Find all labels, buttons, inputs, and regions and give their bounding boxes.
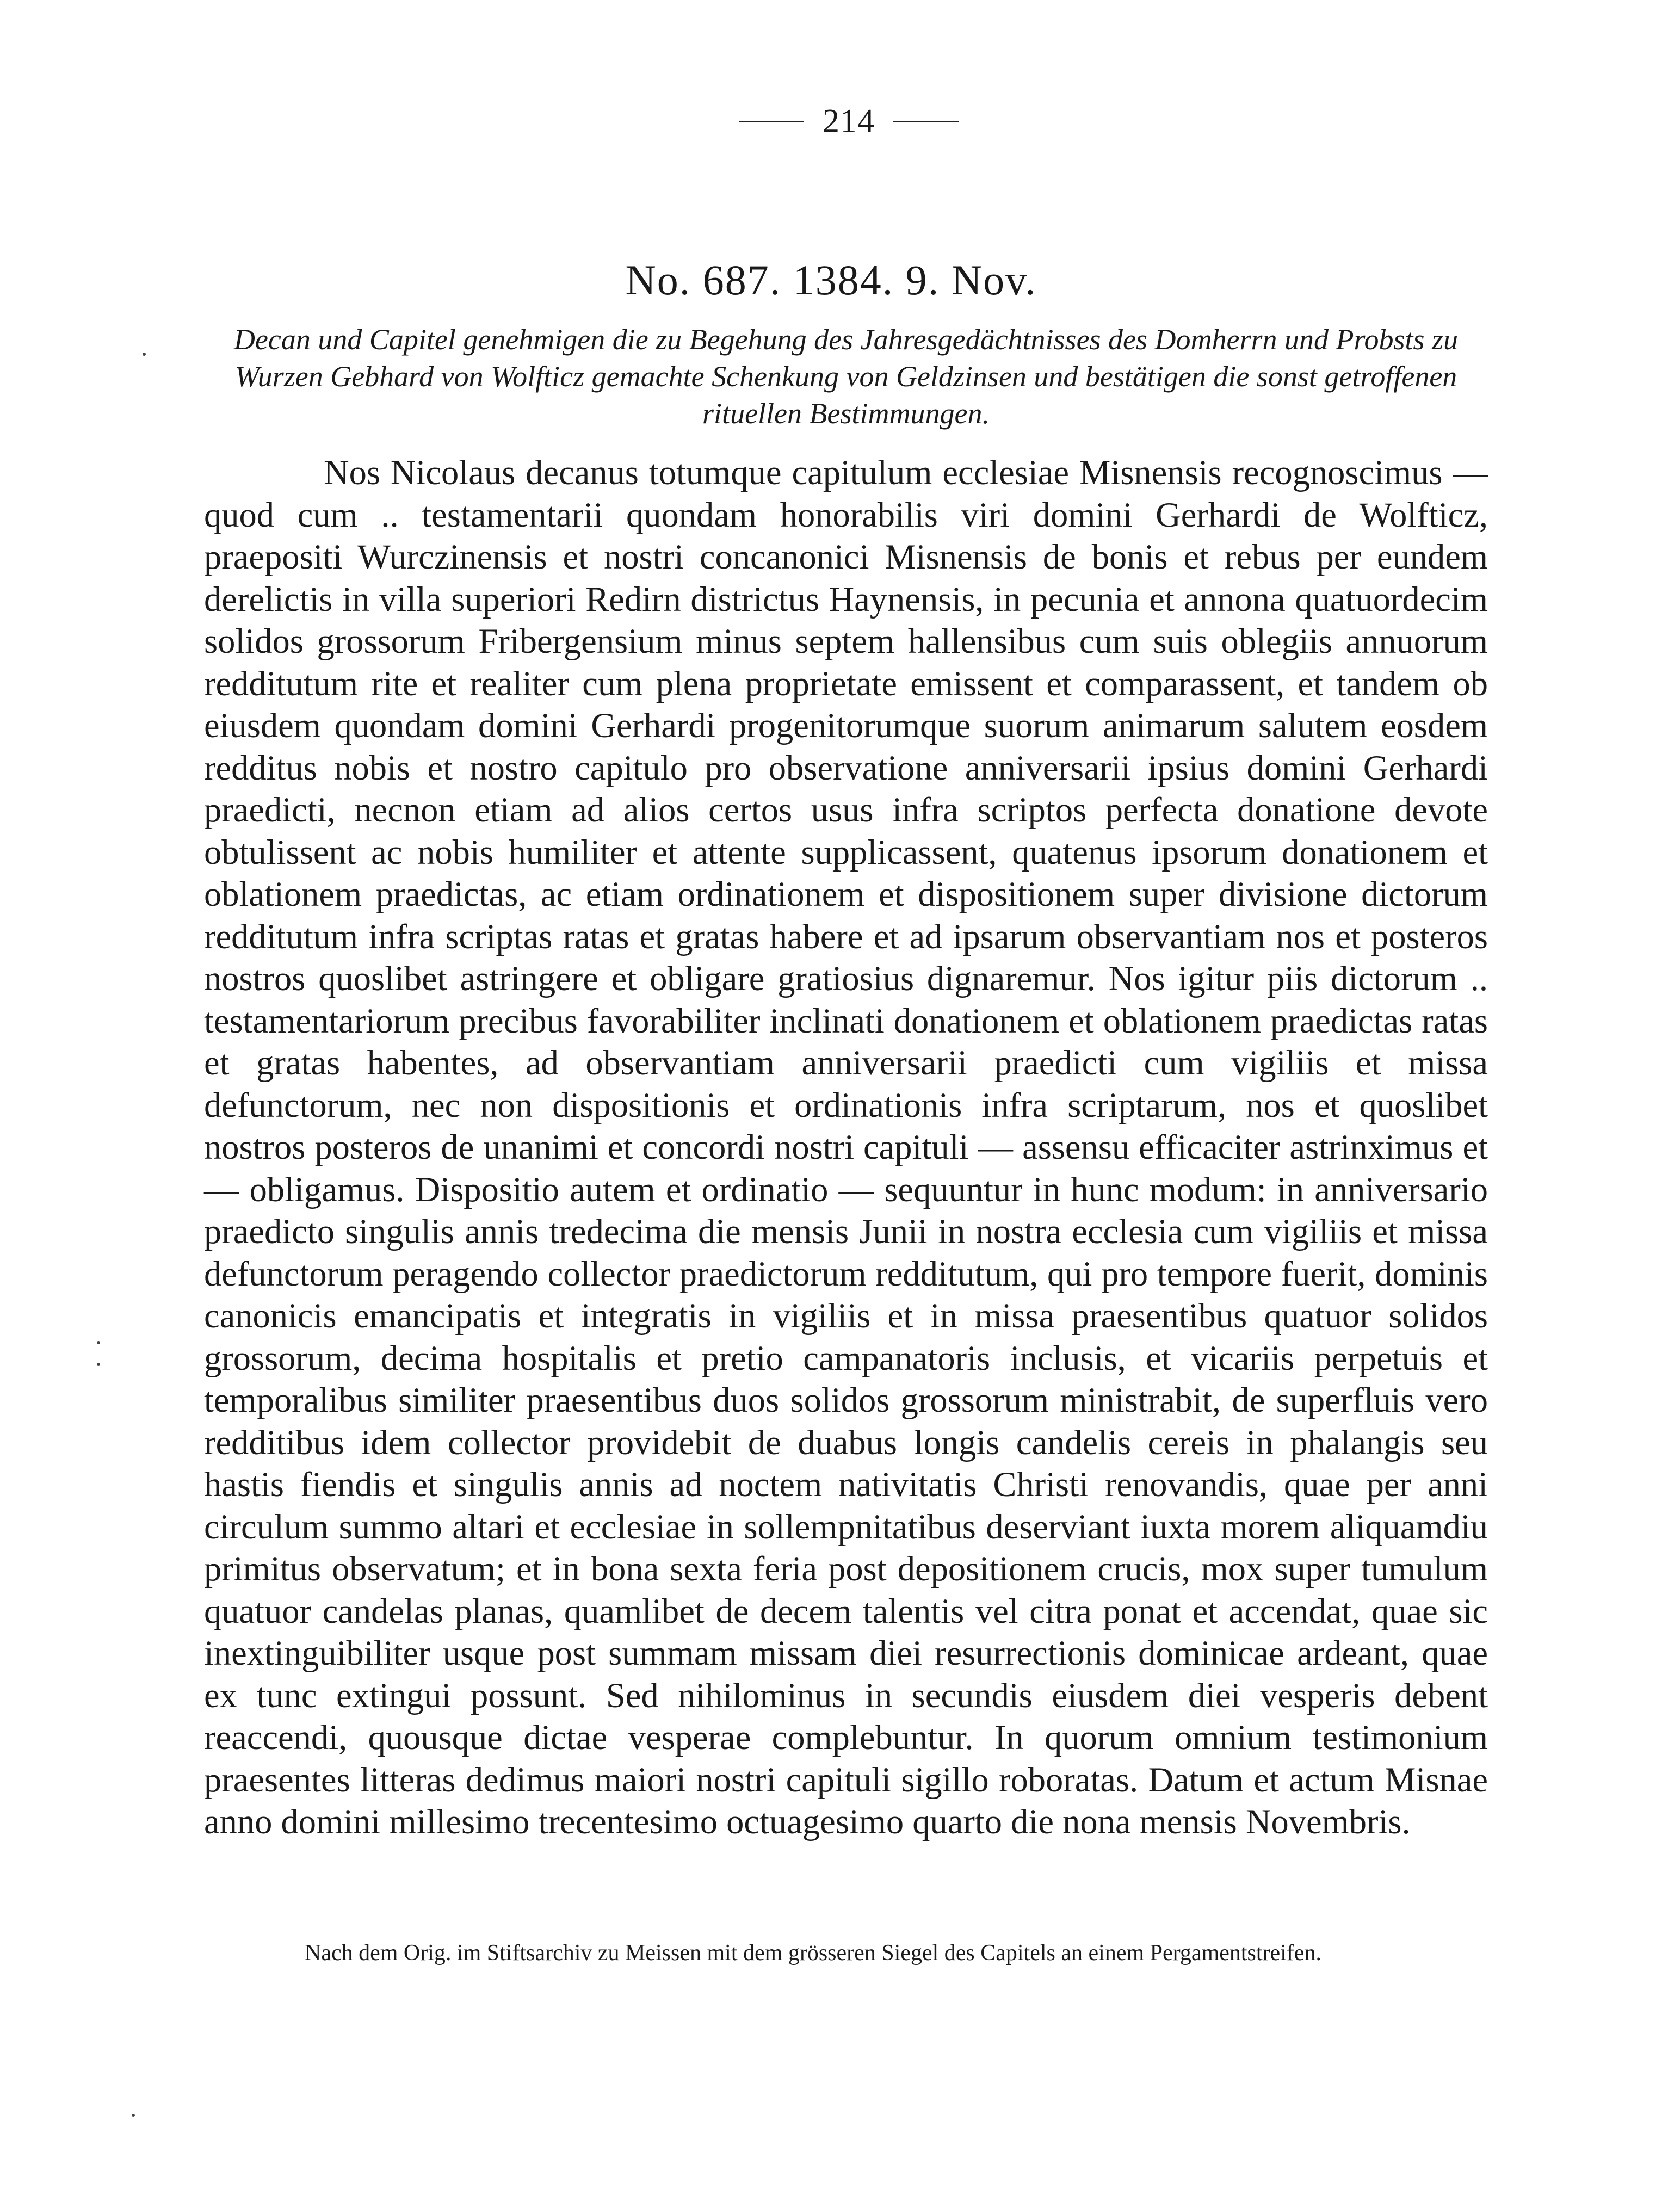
margin-dot bbox=[132, 2114, 135, 2117]
margin-dot bbox=[97, 1363, 100, 1366]
header-rule-right bbox=[893, 121, 959, 122]
document-summary: Decan und Capitel genehmigen die zu Begehung des Jahresgedächtnisses des Domherrn und Probsts zu Wurzen Gebhard von Wolfticz gemachte Schenkung von Geldzinsen und bestätigen die sonst getroffenen rituellen Bestimmungen. bbox=[233, 323, 1459, 430]
margin-dot bbox=[143, 353, 146, 356]
source-note: Nach dem Orig. im Stiftsarchiv zu Meissen mit dem grösseren Siegel des Capitels an einem Pergamentstreifen. bbox=[305, 1941, 1321, 1966]
document-body: Nos Nicolaus decanus totumque capitulum ecclesiae Misnensis recognoscimus — quod cum .. testamentarii quondam honorabilis viri domini Gerhardi de Wolfticz, praepositi Wurczinensis et nostri concanonici Misnensis de bonis et rebus per eundem derelictis in villa superiori Redirn districtus Haynensis, in pecunia et annona quatuordecim solidos grossorum Fribergensium minus septem hallensibus cum suis oblegiis annuorum redditutum rite et realiter cum plena proprietate emissent et comparassent, et tandem ob eiusdem quondam domini Gerhardi progenitorumque suorum animarum salutem eosdem redditus nobis et nostro capitulo pro observatione anniversarii ipsius domini Gerhardi praedicti, necnon etiam ad alios certos usus infra scriptos perfecta donatione devote obtulissent ac nobis humiliter et attente supplicassent, quatenus ipsorum donationem et oblationem praedictas, ac etiam ordinationem et dispositionem super divisione dictorum redditutum infra scriptas ratas et gratas habere et ad ipsarum observantiam nos et posteros nostros quoslibet astringere et obligare gratiosius dignaremur. Nos igitur piis dictorum .. testamentariorum precibus favorabiliter inclinati donationem et oblationem praedictas ratas et gratas habentes, ad observantiam anniversarii praedicti cum vigiliis et missa defunctorum, nec non dispositionis et ordinationis infra scriptarum, nos et quoslibet nostros posteros de unanimi et concordi nostri capituli — assensu efficaciter astrinximus et — obligamus. Dispositio autem et ordinatio — sequuntur in hunc modum: in anniversario praedicto singulis annis tredecima die mensis Junii in nostra ecclesia cum vigiliis et missa defunctorum peragendo collector praedictorum redditutum, qui pro tempore fuerit, dominis canonicis emancipatis et integratis in vigiliis et in missa praesentibus quatuor solidos grossorum, decima hospitalis et pretio campanatoris inclusis, et vicariis perpetuis et temporalibus similiter praesentibus duos solidos grossorum ministrabit, de superfluis vero redditibus idem collector providebit de duabus longis candelis cereis in phalangis seu hastis fiendis et singulis annis ad noctem nativitatis Christi renovandis, quae per anni circulum summo altari et ecclesiae in sollempnitatibus deserviant iuxta morem aliquamdiu primitus observatum; et in bona sexta feria post depositionem crucis, mox super tumulum quatuor candelas planas, quamlibet de decem talentis vel citra ponat et accendat, quae sic inextinguibiliter usque post summam missam diei resurrectionis dominicae ardeant, quae ex tunc extingui possunt. Sed nihilominus in secundis eiusdem diei vesperis debent reaccendi, quousque dictae vesperae complebuntur. In quorum omnium testimonium praesentes litteras dedimus maiori nostri capituli sigillo roboratas. Datum et actum Misnae anno domini millesimo trecentesimo octuagesimo quarto die nona mensis Novembris. bbox=[204, 453, 1488, 1841]
page-number: 214 bbox=[823, 102, 875, 140]
margin-dot bbox=[97, 1341, 100, 1344]
header-rule-left bbox=[739, 121, 804, 122]
page-header bbox=[713, 102, 985, 140]
document-heading: No. 687. 1384. 9. Nov. bbox=[625, 256, 1037, 304]
